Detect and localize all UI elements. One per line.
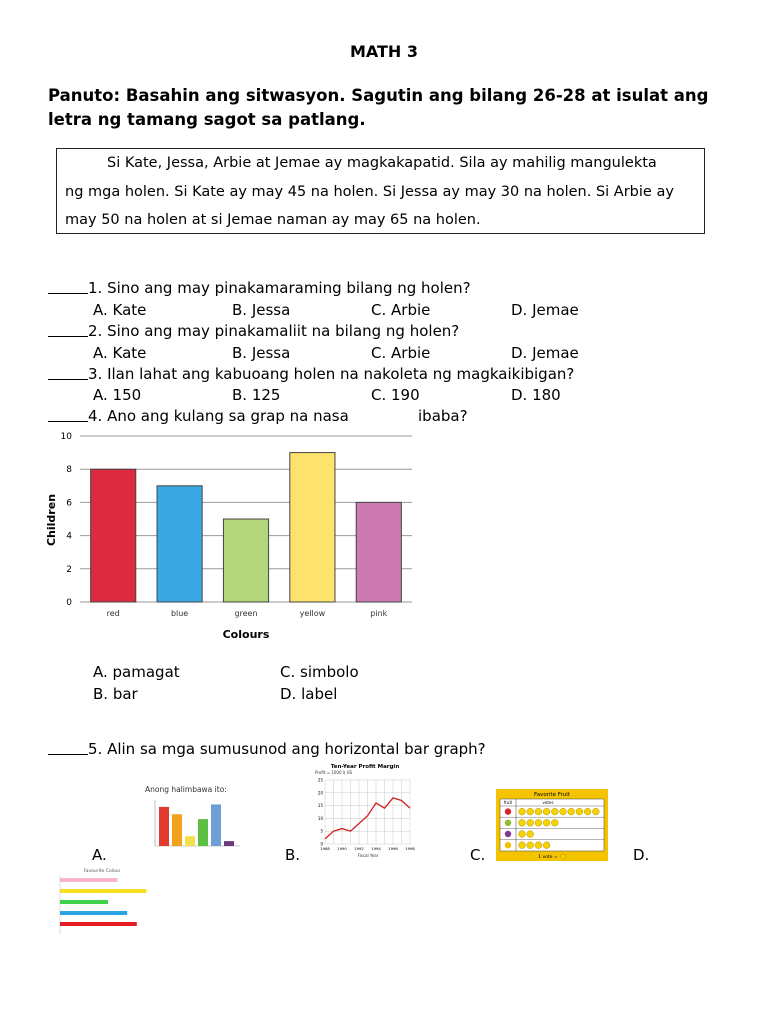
q1-choice-a: A. Kate — [93, 301, 147, 319]
bar-green — [223, 519, 268, 602]
pear-icon — [505, 820, 511, 826]
thumb-a-bar — [172, 814, 182, 846]
q3-choice-d: D. 180 — [511, 386, 561, 404]
thumb-b-xtick: 1998 — [405, 846, 415, 851]
y-tick-label: 8 — [66, 465, 72, 476]
q4-choice-c: C. simbolo — [280, 663, 359, 681]
x-tick-label: pink — [370, 609, 388, 618]
smiley-icon — [584, 808, 591, 815]
smiley-icon — [535, 808, 542, 815]
y-axis-title: Children — [45, 493, 58, 547]
answer-blank-4[interactable] — [48, 406, 88, 422]
smiley-icon — [527, 819, 534, 826]
thumb-b-xtick: 1994 — [371, 846, 381, 851]
q4-choice-a: A. pamagat — [93, 663, 180, 681]
bar-pink — [356, 502, 401, 602]
thumbnail-b-line-graph[interactable] — [305, 760, 420, 860]
question-4 — [48, 406, 349, 426]
y-tick-label: 10 — [60, 432, 72, 442]
q5-choice-c-label: C. — [470, 846, 486, 864]
thumb-b-ytick: 0 — [320, 841, 323, 847]
smiley-icon — [527, 831, 534, 838]
y-tick-label: 6 — [66, 498, 72, 509]
q3-choice-b: B. 125 — [232, 386, 281, 404]
thumb-c-col1: fruit — [503, 800, 513, 805]
thumb-c-key: 1 vote = — [538, 855, 558, 860]
answer-blank-2[interactable] — [48, 321, 88, 337]
story-line-1: Si Kate, Jessa, Arbie at Jemae ay magkakapatid. Sila ay mahilig mangulekta — [107, 155, 657, 171]
thumb-c-title: Favorite Fruit — [534, 792, 570, 798]
grapes-icon — [505, 831, 511, 837]
thumb-b-ytick: 20 — [317, 790, 323, 796]
q1-choice-c: C. Arbie — [371, 301, 431, 319]
answer-blank-3[interactable] — [48, 364, 88, 380]
smiley-icon — [576, 808, 583, 815]
x-tick-label: blue — [170, 609, 189, 618]
q2-choice-a: A. Kate — [93, 344, 147, 362]
smiley-icon — [535, 842, 542, 849]
y-tick-label: 0 — [66, 598, 72, 608]
thumb-b-ytick: 15 — [317, 803, 323, 809]
smiley-icon — [519, 842, 526, 849]
thumb-a-bar — [159, 807, 169, 846]
smiley-icon — [543, 819, 550, 826]
smiley-icon — [551, 819, 558, 826]
question-4-text: 4. Ano ang kulang sa grap na nasa — [88, 407, 349, 425]
q5-choice-b-label: B. — [285, 846, 301, 864]
q2-choice-d: D. Jemae — [511, 344, 579, 362]
thumbnail-d-horizontal-bar-chart[interactable] — [40, 864, 162, 942]
y-tick-label: 2 — [66, 564, 72, 575]
q3-choice-a: A. 150 — [93, 386, 142, 404]
q4-choice-d: D. label — [280, 685, 338, 703]
x-tick-label: red — [106, 609, 120, 618]
x-axis-title: Colours — [222, 628, 270, 641]
thumb-b-ylabel: Profit = 1000 $ US — [315, 770, 353, 775]
question-3 — [48, 364, 574, 384]
thumb-d-bar — [60, 922, 137, 926]
smiley-icon — [543, 808, 550, 815]
thumb-c-col2: votes — [542, 800, 554, 805]
question-2 — [48, 321, 459, 341]
q4-choice-b: B. bar — [93, 685, 138, 703]
smiley-icon — [551, 808, 558, 815]
thumb-b-xtick: 1990 — [337, 846, 347, 851]
colours-bar-chart — [40, 426, 430, 648]
banana-icon — [505, 842, 511, 848]
x-tick-label: yellow — [299, 609, 326, 618]
y-tick-label: 4 — [66, 531, 72, 542]
q1-choice-d: D. Jemae — [511, 301, 579, 319]
question-3-text: 3. Ilan lahat ang kabuoang holen na nakoleta ng magkaikibigan? — [88, 365, 575, 383]
q2-choice-b: B. Jessa — [232, 344, 291, 362]
q5-choice-a-label: A. — [92, 846, 107, 864]
smiley-icon — [568, 808, 575, 815]
instructions: Panuto: Basahin ang sitwasyon. Sagutin ang bilang 26-28 at isulat ang letra ng tamang sagot sa patlang. — [48, 86, 709, 129]
thumb-b-xtick: 1988 — [320, 846, 330, 851]
question-5-text: 5. Alin sa mga sumusunod ang horizontal bar graph? — [88, 740, 486, 758]
thumb-d-bar — [60, 878, 118, 882]
question-2-text: 2. Sino ang may pinakamaliit na bilang ng holen? — [88, 322, 460, 340]
thumbnail-a-vertical-bar-chart[interactable] — [115, 778, 270, 860]
thumb-a-bar — [211, 804, 221, 846]
thumbnail-c-pictograph[interactable] — [496, 789, 608, 861]
page-title: MATH 3 — [349, 42, 419, 61]
x-tick-label: green — [234, 609, 258, 618]
smiley-icon — [560, 808, 567, 815]
thumb-a-title: Anong halimbawa ito: — [145, 785, 227, 794]
thumb-a-bar — [185, 836, 195, 846]
smiley-icon — [519, 808, 526, 815]
smiley-icon — [535, 819, 542, 826]
story-line-3: may 50 na holen at si Jemae naman ay may 65 na holen. — [65, 212, 481, 228]
bar-blue — [157, 486, 202, 602]
smiley-icon — [519, 819, 526, 826]
smiley-icon — [543, 842, 550, 849]
smiley-icon — [527, 808, 534, 815]
question-1-text: 1. Sino ang may pinakamaraming bilang ng holen? — [88, 279, 471, 297]
bar-red — [91, 469, 136, 602]
thumb-b-xlabel: Fiscal Year — [357, 853, 379, 858]
smiley-icon — [560, 854, 565, 859]
bar-yellow — [290, 453, 335, 602]
smiley-icon — [527, 842, 534, 849]
smiley-icon — [519, 831, 526, 838]
q2-choice-c: C. Arbie — [371, 344, 431, 362]
answer-blank-5[interactable] — [48, 739, 88, 755]
question-1 — [48, 278, 471, 298]
question-4-tail: ibaba? — [418, 407, 468, 425]
thumb-a-bar — [224, 841, 234, 846]
thumb-d-bar — [60, 889, 146, 893]
smiley-icon — [592, 808, 599, 815]
thumb-d-bar — [60, 900, 108, 904]
story-box — [56, 148, 705, 234]
thumb-d-bar — [60, 911, 127, 915]
q5-choice-d-label: D. — [633, 846, 650, 864]
thumb-b-ytick: 10 — [317, 815, 323, 821]
q1-choice-b: B. Jessa — [232, 301, 291, 319]
answer-blank-1[interactable] — [48, 278, 88, 294]
q3-choice-c: C. 190 — [371, 386, 420, 404]
story-line-2: ng mga holen. Si Kate ay may 45 na holen. Si Jessa ay may 30 na holen. Si Arbie ay — [65, 183, 674, 200]
thumb-d-title: Favourite Colour — [83, 869, 121, 874]
thumb-b-ytick: 25 — [317, 777, 323, 783]
thumb-b-xtick: 1992 — [354, 846, 364, 851]
question-5 — [48, 739, 486, 759]
thumb-b-xtick: 1996 — [388, 846, 398, 851]
thumb-a-bar — [198, 819, 208, 846]
apple-icon — [505, 808, 511, 814]
thumb-b-ytick: 5 — [320, 828, 323, 834]
thumb-b-title: Ten-Year Profit Margin — [330, 764, 400, 770]
